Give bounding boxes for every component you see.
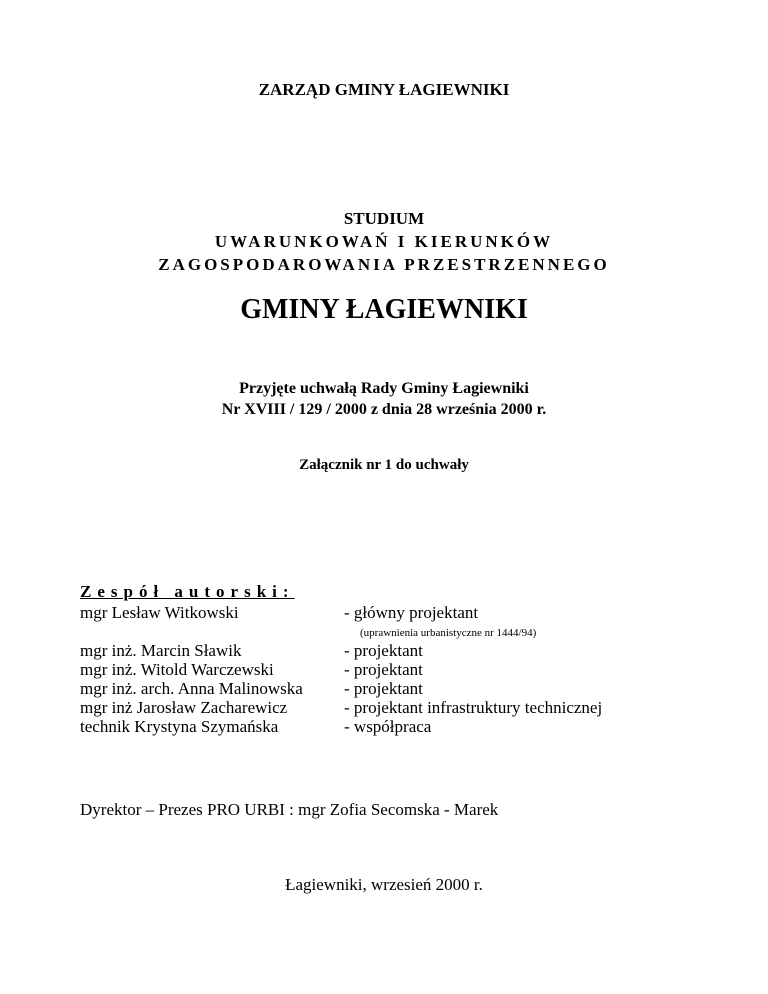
adoption-line-2: Nr XVIII / 129 / 2000 z dnia 28 września 2000 r. [221,401,547,418]
team-member-name: mgr inż. Marcin Sławik [80,641,242,660]
main-title: GMINY ŁAGIEWNIKI [240,294,528,325]
team-member-role: - projektant [344,641,423,660]
team-lead-role: - główny projektant [344,603,479,622]
team-member-role: - współpraca [344,717,432,736]
adoption-line-1: Przyjęte uchwałą Rady Gminy Łagiewniki [239,380,529,397]
issuer-heading: ZARZĄD GMINY ŁAGIEWNIKI [258,80,510,99]
team-lead-note: (uprawnienia urbanistyczne nr 1444/94) [360,627,537,639]
team-member-role: - projektant [344,679,423,698]
team-member-name: mgr inż. arch. Anna Malinowska [80,679,303,698]
team-lead-name: mgr Lesław Witkowski [80,603,239,622]
place-date: Łagiewniki, wrzesień 2000 r. [285,875,483,894]
team-member-role: - projektant [344,660,423,679]
director-line: Dyrektor – Prezes PRO URBI : mgr Zofia Secomska - Marek [80,800,499,819]
team-member-name: mgr inż. Witold Warczewski [80,660,274,679]
study-title-line-1: STUDIUM [343,209,425,228]
team-member-role: - projektant infrastruktury technicznej [344,698,603,717]
team-member-name: technik Krystyna Szymańska [80,717,279,736]
annex-label: Załącznik nr 1 do uchwały [299,457,469,473]
study-title-line-2: UWARUNKOWAŃ I KIERUNKÓW [214,232,554,251]
study-title-line-3: ZAGOSPODAROWANIA PRZESTRZENNEGO [158,255,610,274]
team-member-name: mgr inż Jarosław Zacharewicz [80,698,288,717]
team-heading: Zespół autorski: [80,582,295,601]
